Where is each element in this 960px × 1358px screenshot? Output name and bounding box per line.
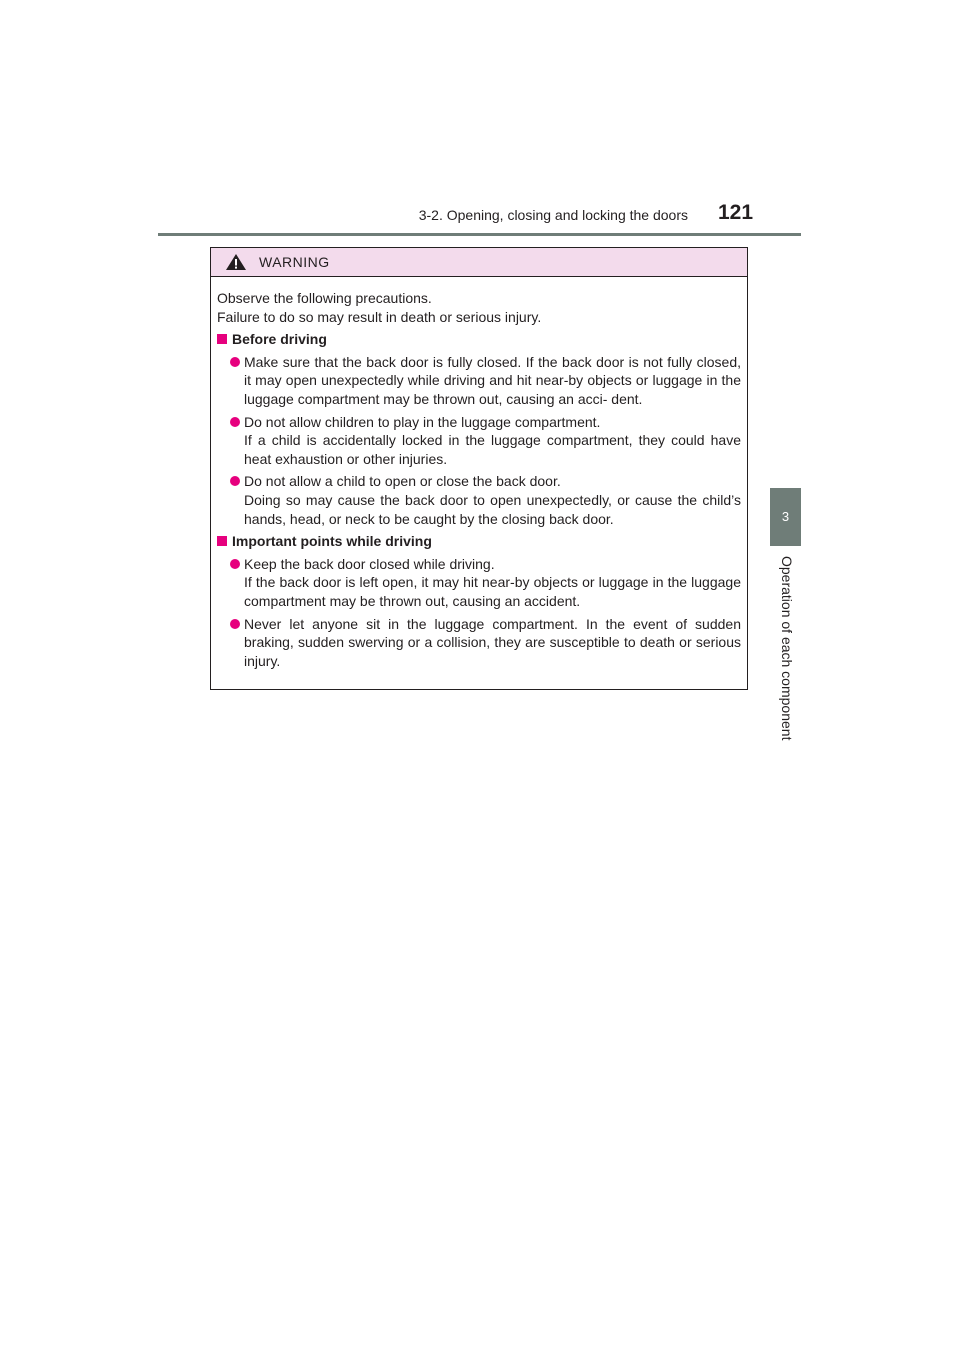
section-heading-text: Important points while driving (232, 533, 432, 550)
section-heading-text: Before driving (232, 331, 327, 348)
round-bullet-icon (230, 619, 240, 629)
square-bullet-icon (217, 334, 227, 344)
section-heading-before-driving (217, 330, 741, 349)
list-item (217, 615, 741, 671)
round-bullet-icon (230, 476, 240, 486)
warning-intro (217, 289, 741, 326)
running-header-section: 3-2. Opening, closing and locking the doors (418, 207, 688, 223)
list-item-text: Keep the back door closed while driving. (244, 555, 495, 572)
list-item-text: Do not allow children to play in the luggage compartment. (244, 413, 601, 430)
section-heading-important-points (217, 532, 741, 551)
list-item-text: Make sure that the back door is fully closed. If the back door is not fully closed, it may open unexpectedly while driving and hit near-by objects or luggage in the luggage compartment may be thrown out, causing an acci- dent. (244, 353, 741, 407)
round-bullet-icon (230, 417, 240, 427)
list-item-text: If the back door is left open, it may hit near-by objects or luggage in the luggage compartment may be thrown out, causing an accident. (244, 574, 741, 609)
header-divider (158, 233, 801, 236)
list-item-text: Do not allow a child to open or close the back door. (244, 473, 561, 490)
list-item (217, 353, 741, 409)
list-item-text: Doing so may cause the back door to open unexpectedly, or cause the child’s hands, head, or neck to be caught by the closing back door. (244, 491, 741, 527)
page-number: 121 (718, 201, 754, 224)
list-item (217, 555, 741, 611)
list-item-text: Never let anyone sit in the luggage compartment. In the event of sudden braking, sudden swerving or a collision, they are susceptible to death or serious injury. (244, 615, 741, 669)
chapter-title: Operation of each component (779, 556, 795, 741)
chapter-tab (770, 488, 801, 546)
list-item (217, 472, 741, 528)
warning-title: WARNING (259, 254, 330, 270)
warning-body (211, 277, 747, 670)
intro-line: Observe the following precautions. (217, 290, 432, 306)
warning-triangle-icon (225, 253, 247, 271)
chapter-number: 3 (781, 509, 790, 524)
square-bullet-icon (217, 536, 227, 546)
warning-header (211, 248, 747, 277)
warning-box (210, 247, 748, 690)
intro-line: Failure to do so may result in death or serious injury. (217, 308, 542, 325)
list-item-text: If a child is accidentally locked in the luggage compartment, they could have heat exhaustion or other injuries. (244, 432, 741, 467)
round-bullet-icon (230, 559, 240, 569)
list-item (217, 413, 741, 469)
round-bullet-icon (230, 357, 240, 367)
